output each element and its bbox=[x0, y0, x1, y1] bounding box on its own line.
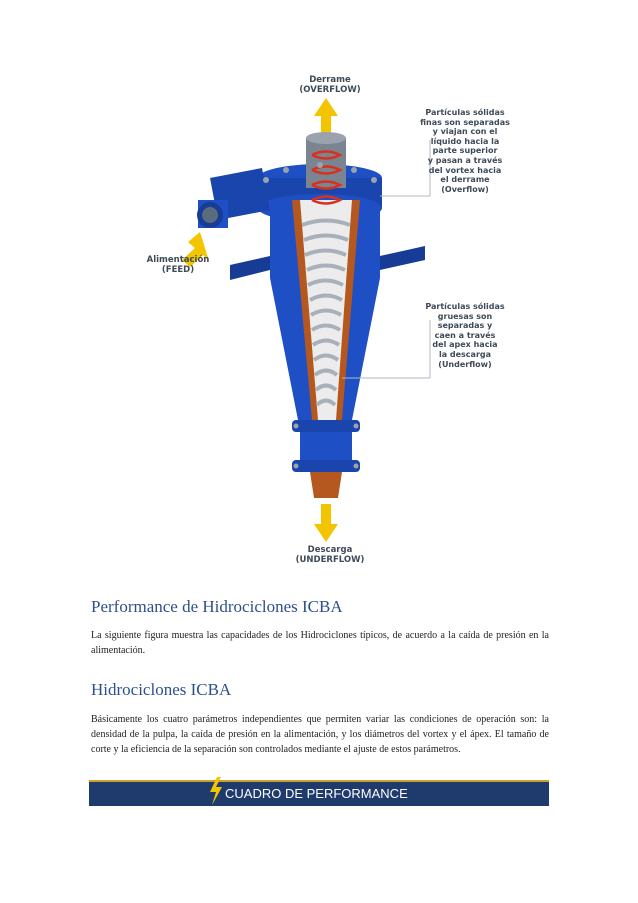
section-paragraph-hydrocyclones: Básicamente los cuatro parámetros independientes que permiten variar las condiciones de operación son: la densidad de la pulpa, la caída de presión en la alimentación, y los diámetros del vortex y el ápex. El tamaño de corte y la eficiencia de la separación son controlados mediante el ajuste de estos parámetros. bbox=[91, 714, 549, 755]
underflow-label-line1: Descarga bbox=[307, 545, 353, 555]
callout-coarse-line: la descarga bbox=[438, 349, 492, 359]
callout-coarse-particles bbox=[410, 302, 520, 369]
callout-coarse-line: gruesas son bbox=[437, 311, 493, 321]
callout-fine-line: parte superior bbox=[432, 146, 498, 156]
feed-label-line1: Alimentación bbox=[146, 255, 210, 265]
callout-fine-line: y viajan con el bbox=[432, 127, 498, 137]
feed-label-line2: (FEED) bbox=[161, 265, 195, 275]
callout-coarse-line: del apex hacia bbox=[432, 340, 498, 350]
section-heading-hydrocyclones: Hidrociclones ICBA bbox=[91, 680, 232, 699]
lightning-bolt-icon bbox=[207, 777, 225, 805]
section-paragraph-performance: La siguiente figura muestra las capacidades de los Hidrociclones típicos, de acuerdo a la caída de presión en la alimentación. bbox=[91, 630, 549, 656]
callout-coarse-line: separadas y bbox=[437, 321, 493, 331]
callout-fine-line: líquido hacia la bbox=[430, 136, 500, 146]
callout-fine-line: finas son separadas bbox=[420, 117, 510, 127]
overflow-label bbox=[290, 75, 370, 95]
callout-coarse-line: caen a través bbox=[434, 330, 496, 340]
underflow-label-line2: (UNDERFLOW) bbox=[295, 555, 365, 565]
callout-coarse-line: Partículas sólidas bbox=[425, 302, 505, 311]
callout-fine-line: el derrame bbox=[440, 175, 490, 185]
underflow-arrow-icon bbox=[314, 504, 338, 542]
banner-label: CUADRO DE PERFORMANCE bbox=[225, 786, 408, 801]
callout-coarse-line: (Underflow) bbox=[438, 359, 492, 369]
callout-fine-line: (Overflow) bbox=[441, 184, 489, 194]
callout-fine-line: Partículas sólidas bbox=[425, 108, 505, 117]
callout-fine-line: del vortex hacia bbox=[428, 165, 502, 175]
underflow-label bbox=[285, 545, 375, 565]
callout-fine-line: y pasan a través bbox=[427, 155, 503, 165]
section-heading-performance: Performance de Hidrociclones ICBA bbox=[91, 597, 343, 616]
callout-fine-particles bbox=[410, 108, 520, 194]
overflow-label-line2: (OVERFLOW) bbox=[299, 85, 361, 95]
feed-label bbox=[138, 255, 218, 275]
overflow-label-line1: Derrame bbox=[309, 75, 351, 85]
